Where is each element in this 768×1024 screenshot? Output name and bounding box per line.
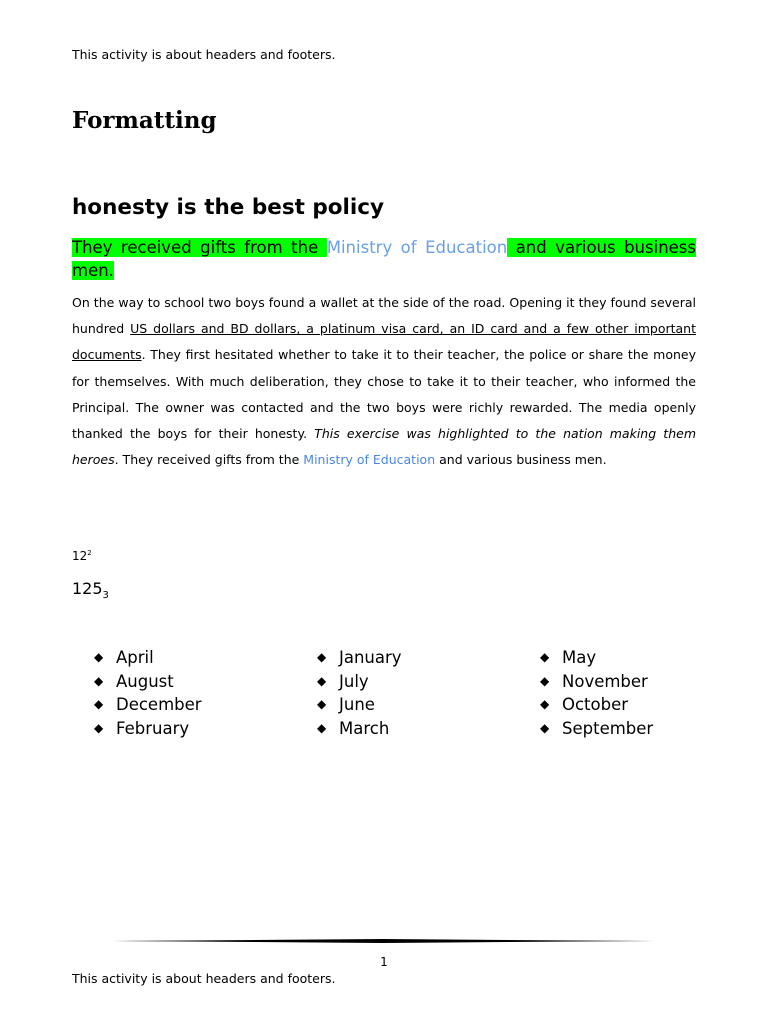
paragraph-italic: This exercise was highlighted to the nation making them heroes	[72, 426, 696, 468]
month-label: April	[116, 648, 154, 667]
diamond-bullet-icon: ◆	[317, 697, 327, 712]
list-item	[540, 717, 653, 741]
month-list-column-1	[94, 646, 202, 741]
heading-formatting: Formatting	[72, 107, 217, 134]
month-label: August	[116, 671, 174, 691]
page-header-text: This activity is about headers and footers.	[72, 47, 336, 62]
month-label: December	[116, 695, 202, 715]
month-label: February	[116, 719, 190, 739]
diamond-bullet-icon: ◆	[94, 650, 104, 664]
diamond-bullet-icon: ◆	[540, 673, 550, 688]
diamond-bullet-icon: ◆	[317, 673, 327, 688]
month-list-column-2	[317, 646, 402, 741]
superscript-base: 12	[72, 549, 88, 563]
paragraph-underlined: US dollars and BD dollars, a platinum visa card, an ID card and a few other important documents	[72, 321, 696, 363]
list-item	[94, 717, 202, 741]
diamond-bullet-icon: ◆	[540, 721, 550, 736]
list-item	[317, 693, 402, 717]
subscript-example	[72, 579, 109, 601]
paragraph-part1: On the way to school two boys found a wallet at the side of the road. Opening it they found several hundred	[72, 295, 696, 337]
paragraph-part3: . They received gifts from the	[114, 452, 304, 468]
highlight-suffix: and various business men.	[72, 238, 696, 280]
story-paragraph	[72, 290, 696, 473]
list-item	[540, 693, 653, 717]
highlighted-sentence	[72, 236, 696, 282]
month-label: October	[562, 695, 629, 715]
month-label: June	[339, 695, 375, 715]
list-item	[317, 646, 402, 670]
highlight-ministry: Ministry of Education	[326, 238, 508, 257]
month-label: September	[562, 719, 654, 739]
month-label: March	[339, 719, 390, 739]
list-item	[94, 670, 202, 694]
paragraph-part4: and various business men.	[435, 452, 607, 468]
subscript-index: 3	[102, 590, 109, 602]
diamond-bullet-icon: ◆	[540, 650, 550, 664]
diamond-bullet-icon: ◆	[94, 673, 104, 688]
superscript-exponent: 2	[87, 549, 92, 557]
heading-honesty: honesty is the best policy	[72, 195, 385, 220]
month-list-column-3	[540, 646, 653, 741]
diamond-bullet-icon: ◆	[317, 721, 327, 736]
month-label: November	[562, 671, 648, 691]
month-label: May	[562, 648, 597, 667]
paragraph-ministry-link: Ministry of Education	[303, 452, 436, 468]
list-item	[317, 717, 402, 741]
list-item	[317, 670, 402, 694]
diamond-bullet-icon: ◆	[94, 721, 104, 736]
page-footer-text: This activity is about headers and footers.	[72, 971, 336, 986]
list-item	[94, 693, 202, 717]
diamond-bullet-icon: ◆	[94, 697, 104, 712]
superscript-example	[72, 549, 92, 563]
paragraph-part2: . They first hesitated whether to take it to their teacher, the police or share the money for themselves. With much deliberation, they chose to take it to their teacher, who informed the Principal. The owner was contacted and the two boys were richly rewarded. The media openly thanked the boys for their honesty.	[72, 347, 696, 442]
list-item	[94, 646, 202, 670]
page-number: 1	[380, 955, 388, 969]
month-label: July	[339, 671, 369, 691]
list-item	[540, 670, 653, 694]
footer-divider-line	[113, 939, 655, 943]
highlight-prefix: They received gifts from the	[72, 238, 327, 257]
diamond-bullet-icon: ◆	[317, 650, 327, 664]
diamond-bullet-icon: ◆	[540, 697, 550, 712]
subscript-base: 125	[72, 579, 103, 598]
list-item	[540, 646, 653, 670]
month-label: January	[339, 648, 402, 667]
